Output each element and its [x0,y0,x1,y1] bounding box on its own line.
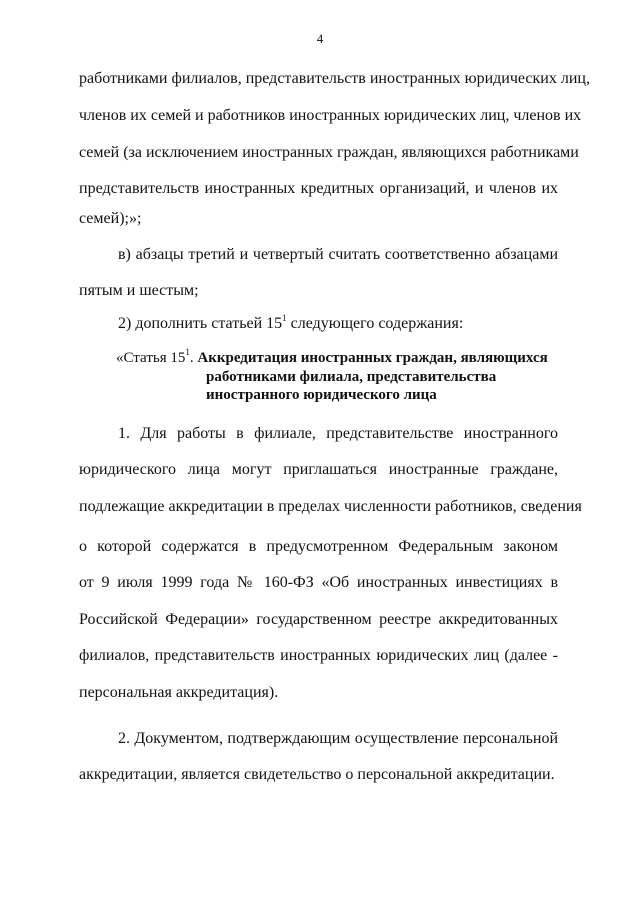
text-line [118,315,558,333]
text-fragment: следующего содержания: [286,315,464,332]
article-title-line: Аккредитация иностранных граждан, являющихся [197,350,548,366]
text-line: 2. Документом, подтверждающим осуществление персональной [118,730,558,747]
text-line: от 9 июля 1999 года № 160-ФЗ «Об иностранных инвестициях в [79,574,558,591]
page-number: 4 [316,31,324,46]
text-line: аккредитации, является свидетельство о персональной аккредитации. [79,766,555,783]
article-prefix-end: . [189,350,194,366]
text-line: работниками филиалов, представительств иностранных юридических лиц, [79,70,590,87]
text-line: 1. Для работы в филиале, представительстве иностранного [118,425,558,442]
article-title-line: иностранного юридического лица [206,387,437,403]
text-line: членов их семей и работников иностранных юридических лиц, членов их [79,107,582,124]
text-line: представительств иностранных кредитных организаций, и членов их [79,180,558,197]
text-line: семей (за исключением иностранных граждан, являющихся работниками [79,144,579,161]
text-fragment: 2) дополнить статьей 15 [118,315,283,332]
article-prefix: «Статья 15 [116,350,186,366]
text-line: персональная аккредитация). [79,684,279,701]
text-line: подлежащие аккредитации в пределах численности работников, сведения [79,498,582,515]
text-line: Российской Федерации» государственном реестре аккредитованных [79,611,558,628]
text-line: в) абзацы третий и четвертый считать соответственно абзацами [118,246,558,263]
article-title-line: работниками филиала, представительства [206,369,497,385]
article-heading [116,347,548,367]
text-line: семей);»; [79,210,142,227]
text-line: филиалов, представительств иностранных юридических лиц (далее - [79,647,558,664]
text-line: пятым и шестым; [79,282,199,299]
superscript: 1 [185,347,190,357]
text-line: юридического лица могут приглашаться иностранные граждане, [79,461,558,478]
text-line: о которой содержатся в предусмотренном Федеральным законом [79,538,558,555]
superscript: 1 [282,313,287,323]
